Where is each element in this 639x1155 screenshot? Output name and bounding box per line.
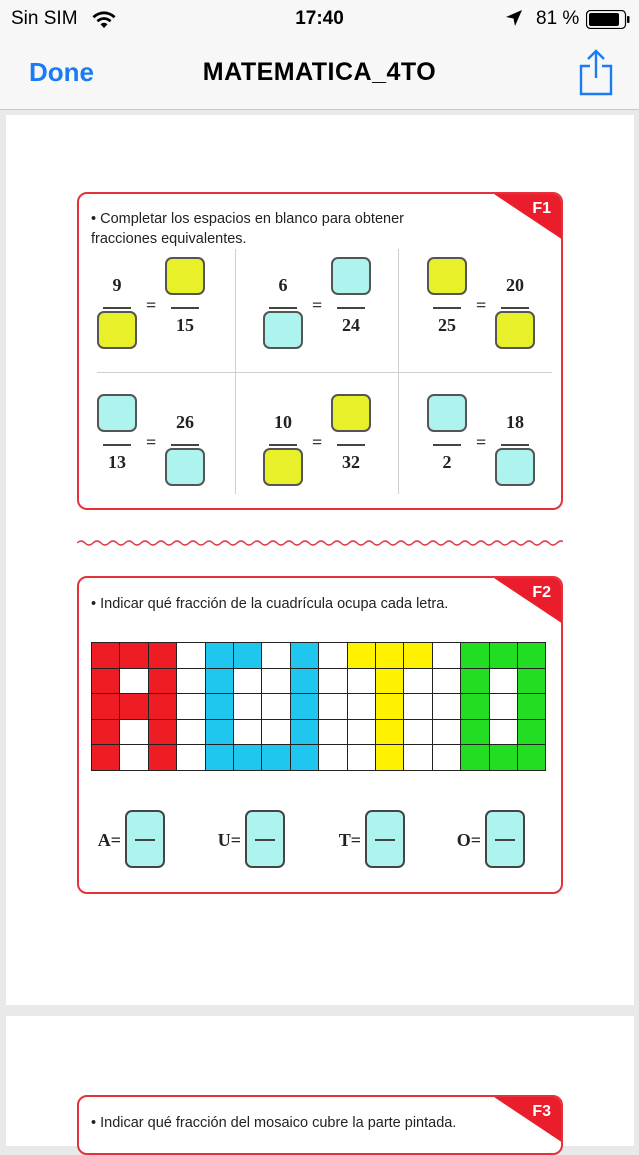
mosaic-square <box>517 744 546 771</box>
fraction-problem <box>421 257 563 377</box>
right-fraction <box>161 394 209 494</box>
mosaic-square <box>432 668 461 695</box>
denominator-blank-box[interactable] <box>165 448 205 486</box>
denominator-blank-box[interactable] <box>263 448 303 486</box>
numerator: 9 <box>112 275 122 295</box>
answer-label: A= <box>97 830 121 850</box>
mosaic-square <box>318 693 347 720</box>
carrier-label: Sin SIM <box>11 8 78 29</box>
mosaic-square <box>489 668 518 695</box>
mosaic-square <box>233 642 262 669</box>
left-fraction <box>423 257 471 357</box>
mosaic-square <box>517 668 546 695</box>
mosaic-square <box>403 744 432 771</box>
fraction-problem <box>421 394 563 510</box>
answer-label: O= <box>456 830 481 850</box>
mosaic-square <box>460 693 489 720</box>
mosaic-square <box>517 719 546 746</box>
mosaic-square <box>403 642 432 669</box>
left-fraction <box>259 257 307 357</box>
mosaic-square <box>290 744 319 771</box>
denominator-blank-box[interactable] <box>495 311 535 349</box>
mosaic-square <box>148 719 177 746</box>
equals-sign: = <box>312 295 323 315</box>
equals-sign: = <box>476 295 487 315</box>
mosaic-square <box>119 744 148 771</box>
mosaic-square <box>176 693 205 720</box>
numerator: 26 <box>176 412 194 432</box>
mosaic-square <box>375 719 404 746</box>
equals-sign: = <box>146 295 157 315</box>
fraction-bar <box>433 444 461 446</box>
mosaic-square <box>460 744 489 771</box>
mosaic-square <box>432 719 461 746</box>
left-fraction <box>259 394 307 494</box>
mosaic-square <box>347 744 376 771</box>
mosaic-square <box>347 642 376 669</box>
mosaic-square <box>432 744 461 771</box>
mosaic-square <box>318 744 347 771</box>
share-icon[interactable] <box>578 48 614 96</box>
mosaic-square <box>205 719 234 746</box>
equals-sign: = <box>146 432 157 452</box>
clock: 17:40 <box>295 8 344 29</box>
mosaic-square <box>148 693 177 720</box>
pdf-page-1 <box>6 115 634 1005</box>
mosaic-square <box>489 693 518 720</box>
mosaic-square <box>347 693 376 720</box>
fraction-bar <box>269 444 297 446</box>
denominator: 15 <box>176 315 194 335</box>
answer-blank-box[interactable] <box>365 810 405 868</box>
right-fraction <box>491 394 539 494</box>
answer-label: U= <box>217 830 241 850</box>
mosaic-square <box>403 693 432 720</box>
mosaic-square <box>290 719 319 746</box>
mosaic-square <box>261 642 290 669</box>
mosaic-square <box>233 719 262 746</box>
numerator-blank-box[interactable] <box>331 394 371 432</box>
denominator: 25 <box>438 315 456 335</box>
exercise-card-f1 <box>77 192 563 510</box>
tag-label: F1 <box>532 200 551 217</box>
mosaic-square <box>347 719 376 746</box>
exercise-card-f2 <box>77 576 563 894</box>
left-fraction <box>93 257 141 357</box>
mosaic-square <box>205 693 234 720</box>
answer-blank-box[interactable] <box>125 810 165 868</box>
battery-percent: 81 % <box>536 8 580 29</box>
mosaic-square <box>375 744 404 771</box>
wavy-separator <box>77 538 563 548</box>
fraction-bar <box>103 307 131 309</box>
mosaic-square <box>205 744 234 771</box>
fraction-bar <box>337 444 365 446</box>
right-fraction <box>327 257 375 357</box>
fraction-bar <box>171 307 199 309</box>
mosaic-square <box>517 693 546 720</box>
mosaic-square <box>403 668 432 695</box>
fraction-problem <box>91 394 241 510</box>
pdf-page-2 <box>6 1016 634 1146</box>
numerator: 10 <box>274 412 292 432</box>
mosaic-square <box>318 642 347 669</box>
fraction-bar <box>171 444 199 446</box>
numerator-blank-box[interactable] <box>165 257 205 295</box>
tag-label: F2 <box>532 584 551 601</box>
answer-blank-box[interactable] <box>485 810 525 868</box>
answer-blank-box[interactable] <box>245 810 285 868</box>
fraction-bar <box>103 444 131 446</box>
mosaic-square <box>318 719 347 746</box>
mosaic-square <box>91 693 120 720</box>
numerator: 6 <box>278 275 288 295</box>
numerator-blank-box[interactable] <box>97 394 137 432</box>
numerator: 18 <box>506 412 524 432</box>
mosaic-square <box>375 668 404 695</box>
mosaic-square <box>119 719 148 746</box>
mosaic-square <box>233 668 262 695</box>
mosaic-square <box>261 693 290 720</box>
numerator-blank-box[interactable] <box>331 257 371 295</box>
denominator: 13 <box>108 452 126 472</box>
right-fraction <box>161 257 209 357</box>
mosaic-square <box>176 744 205 771</box>
nav-bar <box>0 38 639 110</box>
instruction-line: • Indicar qué fracción del mosaico cubre la parte pintada. <box>91 1115 457 1131</box>
right-fraction <box>491 257 539 357</box>
mosaic-square <box>517 642 546 669</box>
fraction-bar <box>495 839 515 841</box>
mosaic-square <box>205 642 234 669</box>
numerator-blank-box[interactable] <box>427 394 467 432</box>
equals-sign: = <box>476 432 487 452</box>
left-fraction <box>93 394 141 494</box>
done-button[interactable]: Done <box>29 57 94 87</box>
right-fraction <box>327 394 375 494</box>
fraction-problem <box>257 257 407 377</box>
location-arrow-icon <box>505 9 523 27</box>
mosaic-square <box>290 693 319 720</box>
mosaic-square <box>205 668 234 695</box>
mosaic-square <box>347 668 376 695</box>
mosaic-square <box>460 642 489 669</box>
mosaic-square <box>233 693 262 720</box>
battery-icon <box>586 10 630 29</box>
mosaic-square <box>148 744 177 771</box>
mosaic-square <box>119 642 148 669</box>
mosaic-square <box>148 668 177 695</box>
mosaic-square <box>460 719 489 746</box>
exercise-card-f3 <box>77 1095 563 1155</box>
mosaic-square <box>261 668 290 695</box>
mosaic-square <box>91 719 120 746</box>
mosaic-square <box>489 744 518 771</box>
mosaic-square <box>261 744 290 771</box>
instruction-line: fracciones equivalentes. <box>91 231 247 247</box>
mosaic-square <box>261 719 290 746</box>
denominator-blank-box[interactable] <box>97 311 137 349</box>
instruction-line: • Completar los espacios en blanco para obtener <box>91 211 404 227</box>
denominator-blank-box[interactable] <box>263 311 303 349</box>
mosaic-square <box>403 719 432 746</box>
mosaic-square <box>432 693 461 720</box>
fraction-bar <box>501 444 529 446</box>
instruction-line: • Indicar qué fracción de la cuadrícula ocupa cada letra. <box>91 596 449 612</box>
left-fraction <box>423 394 471 494</box>
mosaic-square <box>290 642 319 669</box>
mosaic-square <box>290 668 319 695</box>
tag-corner <box>491 576 563 624</box>
fraction-bar <box>269 307 297 309</box>
tag-label: F3 <box>532 1103 551 1120</box>
mosaic-square <box>176 719 205 746</box>
mosaic-square <box>91 668 120 695</box>
numerator: 20 <box>506 275 524 295</box>
mosaic-square <box>489 719 518 746</box>
fraction-bar <box>501 307 529 309</box>
mosaic-square <box>91 642 120 669</box>
mosaic-square <box>375 693 404 720</box>
mosaic-square <box>176 642 205 669</box>
mosaic-square <box>375 642 404 669</box>
fraction-problem <box>257 394 407 510</box>
mosaic-square <box>119 668 148 695</box>
mosaic-square <box>176 668 205 695</box>
mosaic-square <box>91 744 120 771</box>
fraction-bar <box>135 839 155 841</box>
denominator: 32 <box>342 452 360 472</box>
fraction-bar <box>255 839 275 841</box>
answer-label: T= <box>338 830 361 850</box>
mosaic-square <box>460 668 489 695</box>
denominator: 2 <box>442 452 452 472</box>
numerator-blank-box[interactable] <box>427 257 467 295</box>
fraction-bar <box>375 839 395 841</box>
denominator-blank-box[interactable] <box>495 448 535 486</box>
mosaic-square <box>489 642 518 669</box>
mosaic-square <box>119 693 148 720</box>
tag-corner <box>491 192 563 240</box>
mosaic-square <box>233 744 262 771</box>
equals-sign: = <box>312 432 323 452</box>
fraction-bar <box>433 307 461 309</box>
mosaic-square <box>318 668 347 695</box>
fraction-bar <box>337 307 365 309</box>
mosaic-square <box>148 642 177 669</box>
document-title: MATEMATICA_4TO <box>202 58 437 86</box>
status-bar <box>0 0 639 38</box>
mosaic-square <box>432 642 461 669</box>
fraction-problem <box>91 257 241 377</box>
denominator: 24 <box>342 315 360 335</box>
